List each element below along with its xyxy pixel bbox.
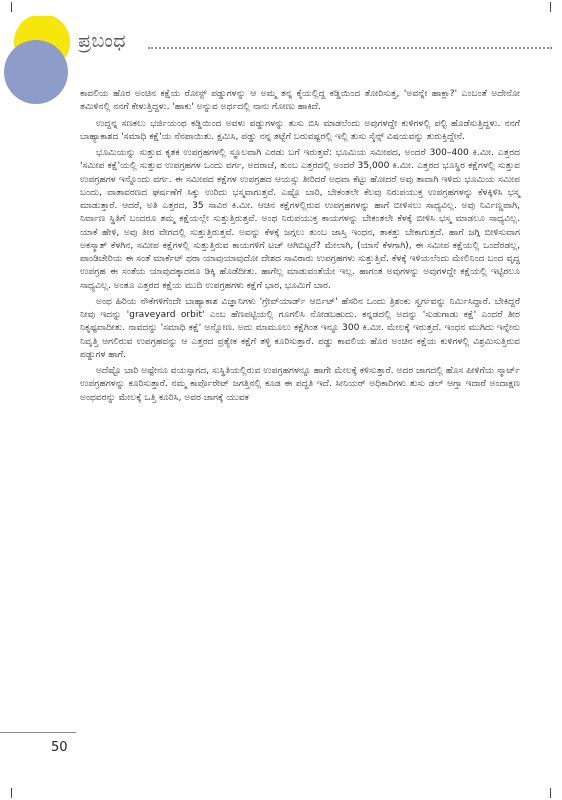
paragraph: ಕಾವಲಿಯ ಹೊರ ಅಂಚಿನ ಕಕ್ಷೆಯ ರೋಸ್ಟ್ ಪಡ್ಡುಗಳನ್ನು ಆ ಅಮ್ಮ ತನ್ನ ಕೈಯಲ್ಲಿದ್ದ ಕಡ್ಡಿಯಿಂದ ತೋರಿಸುತ್ತ, 'ಅವನ್ನೇ ಹಾಕ್ಲಾ?' ಎಂಬಂತೆ ಅದೇನೋ ತಮಿಳಿನಲ್ಲಿ ನನಗೆ ಕೇಳುತ್ತಿದ್ದಳು. 'ಹಾಕು' ಅನ್ನುವ ಅರ್ಥದಲ್ಲಿ ನಾನು ಗೋಣು ಹಾಕಿದೆ.: [80, 89, 520, 113]
header-dotted-rule: [148, 47, 552, 49]
section-title: ಪ್ರಬಂಧ: [78, 30, 127, 52]
crop-mark-bottom-left: [2, 788, 12, 798]
article-body: [80, 88, 520, 408]
crop-mark-top-right: [550, 2, 560, 12]
paragraph: ಅದೆಷ್ಟೊ ಬಾರಿ ಅಷ್ಟೇನೂ ವಯಸ್ಸಾಗದ, ಸುಸ್ಥಿತಿಯಲ್ಲಿರುವ ಉಪಗ್ರಹಗಳನ್ನೂ ಹಾಗೇ ಮೇಲಕ್ಕೆ ಕಳಿಸುತ್ತಾರೆ. ಅದರ ಜಾಗದಲ್ಲಿ ಹೊಸ ಪೀಳಿಗೆಯ ಸ್ಮಾರ್ಟ್ ಉಪಗ್ರಹಗಳನ್ನು ಕೂರಿಸುತ್ತಾರೆ. ನಮ್ಮ ಕಾರ್ಪೊರೇಟ್ ಜಗತ್ತಿನಲ್ಲಿ ಕೂಡ ಈ ಪದ್ಧತಿ ಇದೆ. ಸೀನಿಯರ್ ಅಧಿಕಾರಿಗಳು ತುಸು ಡಲ್ ಆಗ್ತಾ ಇದಾರೆ ಅಂದಾಕ್ಷಣ ಅಂಥವರನ್ನು ಮೇಲಕ್ಕೆ ಒತ್ತಿ ಕೂರಿಸಿ, ಅವರ ಜಾಗಕ್ಕೆ ಯುವಕ: [80, 366, 521, 403]
crop-mark-bottom-right: [550, 788, 560, 798]
decorative-circles: [0, 16, 76, 108]
crop-mark-top-left: [2, 2, 12, 12]
paragraph: ಭೂಮಿಯನ್ನು ಸುತ್ತುವ ಕೃತಕ ಉಪಗ್ರಹಗಳಲ್ಲಿ ಸ್ಥೂಲವಾಗಿ ಎರಡು ಬಗೆ ಇರುತ್ತವೆ: ಭೂಮಿಯ ಸಮೀಪದ, ಅಂದರೆ 300–400 ಕಿ.ಮೀ. ಎತ್ತರದ 'ಸಮೀಪ ಕಕ್ಷೆ'ಯಲ್ಲಿ ಸುತ್ತುವ ಉಪಗ್ರಹಗಳ ಒಂದು ವರ್ಗ, ಅದರಾಚೆ, ತುಂಬ ಎತ್ತರದಲ್ಲಿ ಅಂದರೆ 35,000 ಕಿ.ಮೀ. ಎತ್ತರದ ಭೂಸ್ಥಿರ ಕಕ್ಷೆಗಳಲ್ಲಿ ಸುತ್ತುವ ಉಪಗ್ರಹಗಳ ಇನ್ನೊಂದು ವರ್ಗ. ಈ ಸಮೀಪದ ಕಕ್ಷೆಗಳ ಉಪಗ್ರಹದ ಆಯಸ್ಸು ತೀರಿದರೆ ಅಥವಾ ಕೆಟ್ಟು ಹೋದರೆ ಅವು ತಾವಾಗಿ ಇಳಿದು ಭೂಮಿಯ ಸಮೀಪ ಬಂದು, ವಾತಾವರಣದ ಘರ್ಷಣೆಗೆ ಸಿಕ್ಕು ಉರಿದು ಭಸ್ಮವಾಗುತ್ತವೆ. ಎಷ್ಟೊ ಬಾರಿ, ಬೇಕಂತಲೇ ಕೆಲವು ನಿರುಪಯುಕ್ತ ಉಪಗ್ರಹಗಳನ್ನು ಕೆಳಕ್ಕಿಳಿಸಿ ಭಸ್ಮ ಮಾಡುತ್ತಾರೆ. ಆದರೆ, ಅತಿ ಎತ್ತರದ, 35 ಸಾವಿರ ಕಿ.ಮೀ. ಆಚಿನ ಕಕ್ಷೆಗಳಲ್ಲಿರುವ ಉಪಗ್ರಹಗಳನ್ನು ಹಾಗೆ ಬೀಳಿಸಲು ಸಾಧ್ಯವಿಲ್ಲ. ಅವು ನಿರ್ವಿಣ್ಣವಾಗಿ, ನಿರ್ವಾಣ ಸ್ಥಿತಿಗೆ ಬಂದರೂ ತಮ್ಮ ಕಕ್ಷೆಯಲ್ಲೇ ಸುತ್ತುತ್ತಿರುತ್ತವೆ. ಅಂಥ ನಿರುಪಯುಕ್ತ ಕಾಯಗಳನ್ನು ಬೇಕಂತಲೇ ಕೆಳಕ್ಕೆ ಬೀಳಿಸಿ ಭಸ್ಮ ಮಾಡಲೂ ಸಾಧ್ಯವಿಲ್ಲ. ಯಾಕೆ ಹೇಳಿ, ಅವು ತೀರ ವೇಗದಲ್ಲಿ ಸುತ್ತುತ್ತಿರುತ್ತವೆ. ಅವನ್ನು ಕೆಳಕ್ಕೆ ಜಗ್ಗಲು ತುಂಬ ಜಾಸ್ತಿ ಇಂಧನ, ತಾಕತ್ತು ಬೇಕಾಗುತ್ತದೆ. ಹಾಗೆ ಜಗ್ಗಿ ಬೀಳಿಸುವಾಗ ಅಕಸ್ಮಾತ್ ಕೆಳಗಿನ, ಸಮೀಪ ಕಕ್ಷೆಗಳಲ್ಲಿ ಸುತ್ತುತ್ತಿರುವ ಕಾಯಗಳಿಗೆ ಟಚ್ ಆಗಿಬಿಟ್ಟರೆ? ಮೇಲಾಗಿ, (ಯಾನೆ ಕೆಳಗಾಗಿ), ಈ ಸಮೀಪ ಕಕ್ಷೆಯಲ್ಲಿ ಒಂದೆರಡಲ್ಲ, ಪಾಂಡಿಚೇರಿಯ ಈ ಸಂತೆ ಮಾರ್ಕೆಟ್ ಥರಾ ಯಾವುಯಾವುದೋ ದೇಶದ ಸಾವಿರಾರು ಉಪಗ್ರಹಗಳು ಸುತ್ತುತ್ತಿವೆ. ಕೆಳಕ್ಕೆ ಇಳಿಯಲೆಂದು ಮೇಲಿನಿಂದ ಬಂದ ವೃದ್ಧ ಉಪಗ್ರಹ ಈ ಸಂತೆಯ ಯಾವುದಕ್ಕಾದರೂ ಡಿಕ್ಕಿ ಹೊಡೆದೀತು. ಹಾಗೆಲ್ಲ ಮಾಡುವಂತೆಯೇ ಇಲ್ಲ. ಹಾಗಂತ ಅವುಗಳನ್ನು ಅವುಗಳದ್ದೇ ಕಕ್ಷೆಯಲ್ಲಿ ಇಟ್ಟಿರಲೂ ಸಾಧ್ಯವಿಲ್ಲ. ಅಂತೂ ಎತ್ತರದ ಕಕ್ಷೆಯ ಮುದಿ ಉಪಗ್ರಹಗಳು ಕಕ್ಷೆಗೆ ಭಾರ, ಭೂಮಿಗೆ ಬಾರ.: [80, 148, 520, 291]
blue-circle: [4, 40, 68, 104]
paragraph: ಉದ್ದನ್ನ ಸಣಕಲು ಭರ್ಜಿಯಂಥ ಕಡ್ಡಿಯಿಂದ ಅವಳು ಪಡ್ಡುಗಳನ್ನು ತುಸು ಬಿಸಿ ಮಾಡಲೆಂದು ಅವುಗಳದ್ದೇ ಕುಳಿಗಳಲ್ಲಿ ಪಲ್ಟಿ ಹೊಡೆಸುತ್ತಿದ್ದಳು. ನನಗೆ ಬಾಹ್ಯಾಕಾಶದ 'ಸಮಾಧಿ ಕಕ್ಷೆ'ಯ ನೆನಪಾಯಿತು. ಕ್ಷಮಿಸಿ, ಪಡ್ಡು ನನ್ನ ತಟ್ಟೆಗೆ ಬರುವಷ್ಟರಲ್ಲಿ ಇಲ್ಲಿ ತುಸು ಸೈನ್ಸ್ ವಿಷಯವನ್ನು ತುರುಕ್ತಿದ್ದೇನೆ.: [80, 118, 520, 142]
page-number: 50: [51, 740, 68, 755]
paragraph: ಅಂಥ ಹಿರಿಯ ನೌಕೆಗಳಿಗೆಂದೇ ಬಾಹ್ಯಾಕಾಶ ವಿಜ್ಞಾನಿಗಳು 'ಗ್ರೇವ್‌ಯಾರ್ಡ್ ಆರ್ಬಿಟ್' ಹೆಸರಿನ ಒಂದು ತ್ರಿಶಂಕು ಸ್ವರ್ಗವನ್ನು ನಿರ್ಮಿಸಿದ್ದಾರೆ. ಬೇಕಿದ್ದರೆ ನೀವು ಇದನ್ನು 'graveyard orbit' ಎಂಬ ಹೆಣಪಟ್ಟಿಯಲ್ಲಿ ಗೂಗಲಿಸಿ ನೋಡಬಹುದು. ಕನ್ನಡದಲ್ಲಿ ಅದನ್ನು 'ಸುಡುಗಾಡು ಕಕ್ಷೆ' ಎಂದರೆ ತೀರ ನಿಕೃಷ್ಟವಾದೀತು. ನಾವದನ್ನು 'ಸಮಾಧಿ ಕಕ್ಷೆ' ಅನ್ನೋಣ. ಅದು ಮಾಮೂಲು ಕಕ್ಷೆಗಿಂತ ಇನ್ನೂ 300 ಕಿ.ಮೀ. ಮೇಲಕ್ಕೆ ಇರುತ್ತದೆ. ಇಂಧನ ಮುಗಿದು ಇನ್ನೇನು ನಿವೃತ್ತಿ ಆಗಲಿರುವ ಉಪಗ್ರಹವನ್ನು ಆ ಎತ್ತರದ ಪ್ರತ್ಯೇಕ ಕಕ್ಷೆಗೆ ತಳ್ಳಿ ಕೂರಿಸುತ್ತಾರೆ. ಪಡ್ಡು ಕಾವಲಿಯ ಹೊರ ಅಂಚಿನ ಕಕ್ಷೆಯ ಕುಳಿಗಳಲ್ಲಿ ವಿಶ್ರಮಿಸುತ್ತಿರುವ ಪಡ್ಡುಗಳ ಹಾಗೆ.: [80, 296, 520, 360]
footer-rule: [0, 732, 76, 733]
